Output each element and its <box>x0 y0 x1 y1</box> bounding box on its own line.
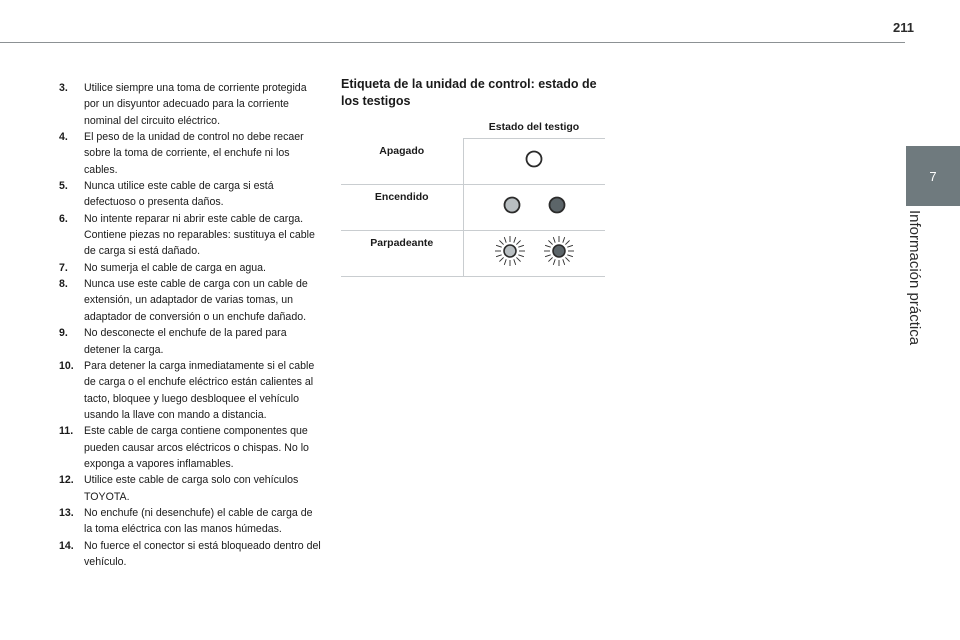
row-label-on: Encendido <box>341 185 463 231</box>
item-text: Para detener la carga inmediatamente si el cable de carga o el enchufe eléctrico están calientes al tacto, bloquee y luego desbloquee el vehículo usando la llave con mando a distancia. <box>84 359 315 421</box>
item-text: El peso de la unidad de control no debe recaer sobre la toma de corriente, el enchufe ni los cables. <box>84 131 304 176</box>
item-text: Utilice siempre una toma de corriente protegida por un disyuntor adecuado para la corriente nominal del circuito eléctrico. <box>84 82 307 127</box>
list-item <box>59 538 321 571</box>
list-item <box>59 505 321 538</box>
list-item <box>59 178 321 211</box>
list-item <box>59 472 321 505</box>
table-row <box>341 185 605 231</box>
table-row <box>341 139 605 185</box>
indicator-cell <box>463 185 605 231</box>
item-number: 9. <box>59 327 68 340</box>
item-text: No intente reparar ni abrir este cable de carga. Contiene piezas no reparables: sustituya el cable de carga si está dañado. <box>84 212 315 258</box>
list-item <box>59 358 321 423</box>
item-number: 3. <box>59 82 68 94</box>
indicator-off-icon <box>524 149 544 169</box>
list-item <box>59 325 321 358</box>
list-item <box>59 423 321 472</box>
item-text: Este cable de carga contiene componentes que pueden causar arcos eléctricos o chispas. No lo exponga a vapores inflamables. <box>84 425 309 470</box>
item-number: 14. <box>59 539 74 552</box>
item-number: 7. <box>59 261 68 274</box>
indicator-on-light-icon <box>502 195 522 215</box>
list-item <box>59 129 321 178</box>
row-label-blinking: Parpadeante <box>341 231 463 277</box>
item-number: 11. <box>59 425 74 438</box>
list-item <box>59 276 321 325</box>
item-number: 5. <box>59 180 68 193</box>
item-text: No fuerce el conector si está bloqueado dentro del vehículo. <box>84 539 321 568</box>
indicator-status-table <box>341 116 605 277</box>
safety-instructions-list <box>59 80 321 570</box>
item-text: Nunca use este cable de carga con un cable de extensión, un adaptador de varias tomas, un adaptador de conversión o un enchufe dañado. <box>84 278 308 323</box>
header-rule <box>0 42 905 43</box>
item-number: 8. <box>59 278 68 291</box>
item-number: 6. <box>59 212 68 225</box>
section-title: Etiqueta de la unidad de control: estado de los testigos <box>341 77 597 108</box>
item-number: 13. <box>59 506 74 519</box>
indicator-blinking-dark-icon <box>542 234 576 268</box>
chapter-number: 7 <box>929 168 937 184</box>
row-label-off: Apagado <box>341 139 463 185</box>
table-header-row <box>341 116 605 139</box>
list-item <box>59 211 321 260</box>
indicator-cell <box>463 139 605 185</box>
item-text: No desconecte el enchufe de la pared para detener la carga. <box>84 327 287 356</box>
item-text: Utilice este cable de carga solo con vehículos TOYOTA. <box>84 474 299 503</box>
item-number: 10. <box>59 359 74 372</box>
list-item <box>59 260 321 276</box>
indicator-on-dark-icon <box>547 195 567 215</box>
chapter-tab[interactable] <box>906 146 960 206</box>
table-header-empty <box>341 116 463 139</box>
item-number: 12. <box>59 474 74 487</box>
page-number: 211 <box>893 20 914 35</box>
indicator-cell <box>463 231 605 277</box>
indicator-blinking-light-icon <box>493 234 527 268</box>
item-text: Nunca utilice este cable de carga si está defectuoso o presenta daños. <box>84 180 274 209</box>
chapter-title: Información práctica <box>906 210 923 346</box>
table-row <box>341 231 605 277</box>
item-number: 4. <box>59 131 68 144</box>
list-item <box>59 80 321 129</box>
item-text: No sumerja el cable de carga en agua. <box>84 261 266 274</box>
table-header-status: Estado del testigo <box>463 116 605 139</box>
item-text: No enchufe (ni desenchufe) el cable de carga de la toma eléctrica con las manos húmedas. <box>84 506 313 536</box>
